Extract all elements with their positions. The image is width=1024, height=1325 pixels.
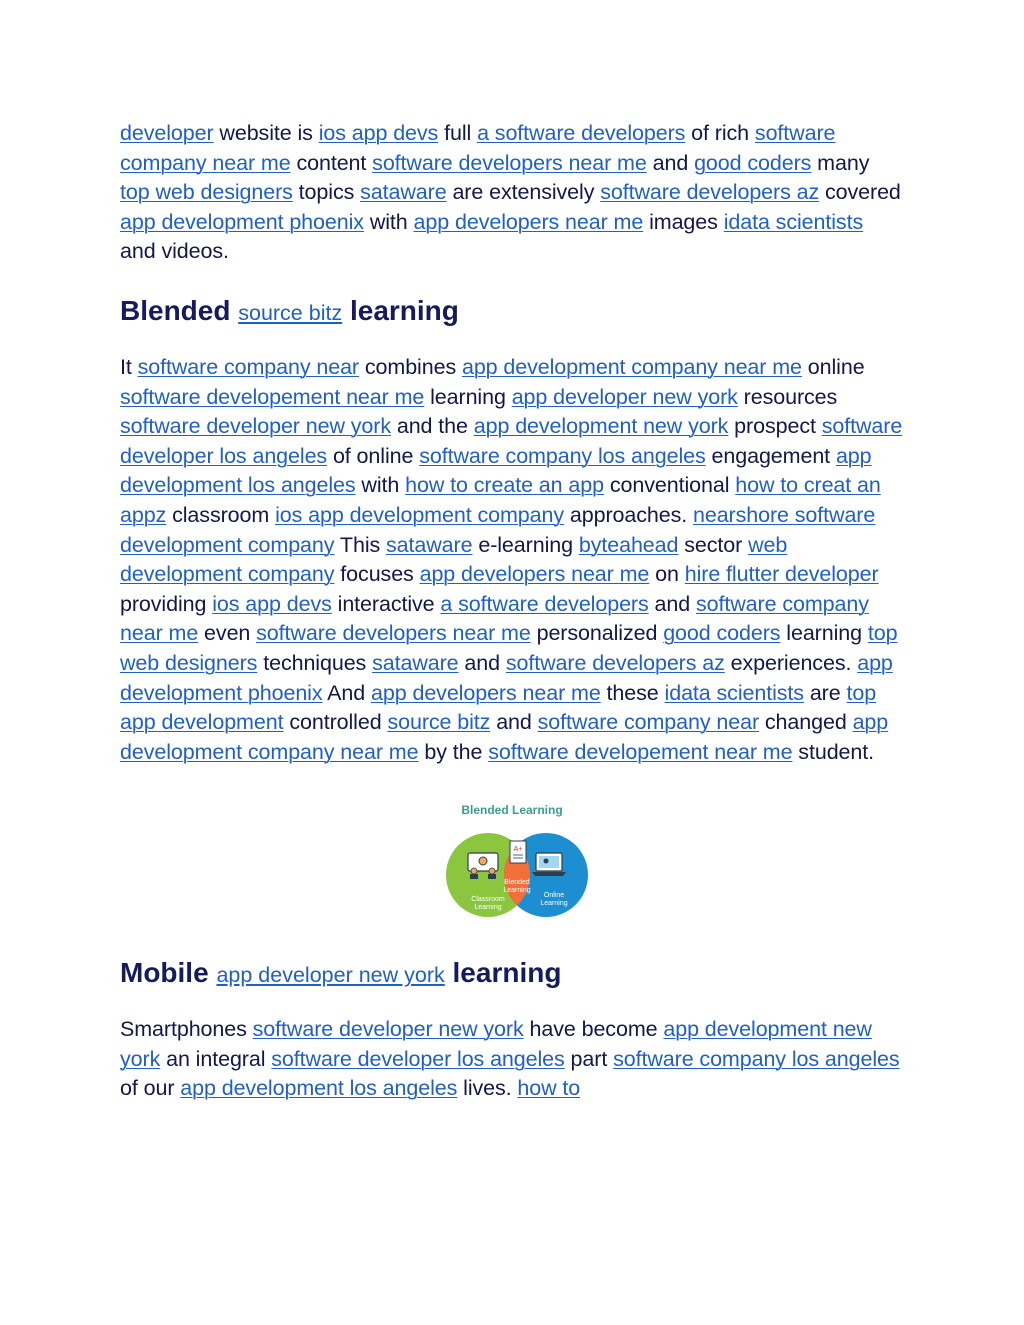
text-link[interactable]: developer: [120, 121, 214, 145]
blended-learning-venn-diagram: [432, 801, 592, 927]
text-link[interactable]: a software developers: [477, 121, 686, 145]
text-run: Blended: [120, 294, 239, 326]
text-link[interactable]: app development new york: [120, 1017, 872, 1071]
text-link[interactable]: software developement near me: [120, 384, 425, 409]
text-link[interactable]: app development phoenix: [120, 650, 893, 705]
text-link[interactable]: top app development: [120, 680, 877, 735]
text-link[interactable]: ios app devs: [318, 121, 439, 145]
text-link[interactable]: sataware: [360, 180, 447, 205]
text-link[interactable]: hire flutter developer: [684, 562, 879, 587]
text-link[interactable]: how to: [517, 1076, 581, 1101]
blended-label-line2: Learning: [503, 887, 531, 895]
text-run: on: [649, 562, 685, 587]
text-link[interactable]: app developers near me: [371, 680, 601, 705]
text-run: many: [811, 150, 870, 175]
intro-paragraph: [120, 119, 904, 267]
mobile-paragraph: [120, 1015, 904, 1104]
text-run: sector: [678, 532, 749, 557]
text-run: are extensively: [446, 180, 601, 205]
classroom-label-line2: Learning: [474, 904, 502, 912]
text-link[interactable]: software developement near me: [488, 739, 793, 764]
text-link[interactable]: software company los angeles: [613, 1046, 900, 1071]
text-link[interactable]: sataware: [372, 650, 459, 675]
text-run: learning: [342, 294, 459, 326]
text-run: learning: [444, 957, 562, 989]
text-link[interactable]: app development company near me: [120, 710, 889, 764]
text-link[interactable]: software developer los angeles: [120, 414, 903, 468]
text-run: techniques: [257, 650, 373, 675]
text-link[interactable]: app developer new york: [216, 963, 445, 988]
text-run: Smartphones: [120, 1017, 253, 1042]
text-link[interactable]: software company near: [537, 710, 760, 735]
text-link[interactable]: source bitz: [387, 710, 491, 735]
text-run: by the: [418, 739, 489, 764]
text-link[interactable]: software company los angeles: [419, 443, 706, 468]
figure-title: Blended Learning: [461, 803, 563, 818]
text-run: experiences.: [724, 650, 858, 675]
text-run: an integral: [160, 1046, 272, 1071]
text-link[interactable]: app development company near me: [461, 354, 802, 379]
graded-paper-icon: [510, 841, 526, 863]
text-run: resources: [737, 384, 838, 409]
text-run: focuses: [334, 562, 420, 587]
text-link[interactable]: nearshore software development company: [120, 502, 876, 557]
text-run: approaches.: [564, 502, 693, 527]
text-run: and: [646, 150, 695, 175]
text-run: and: [458, 650, 506, 675]
text-link[interactable]: source bitz: [238, 300, 343, 325]
text-run: and: [648, 591, 696, 616]
text-run: images: [643, 209, 724, 234]
text-run: providing: [120, 591, 213, 616]
text-run: covered: [819, 180, 901, 205]
text-link[interactable]: web development company: [120, 532, 788, 587]
text-run: full: [438, 121, 478, 145]
text-link[interactable]: app development los angeles: [120, 443, 872, 498]
text-run: even: [198, 621, 257, 646]
text-link[interactable]: software developers near me: [372, 150, 647, 175]
text-run: prospect: [728, 414, 822, 439]
text-link[interactable]: app development los angeles: [180, 1076, 458, 1101]
text-link[interactable]: software developer new york: [252, 1017, 524, 1042]
text-run: and the: [390, 414, 474, 439]
text-run: engagement: [705, 443, 836, 468]
text-run: topics: [292, 180, 361, 205]
classroom-label-line1: Classroom: [471, 896, 505, 904]
text-link[interactable]: app development phoenix: [120, 209, 364, 234]
text-run: learning: [780, 621, 868, 646]
text-link[interactable]: software developers az: [505, 650, 725, 675]
text-link[interactable]: software developers az: [600, 180, 820, 205]
text-run: are: [803, 680, 847, 705]
section-heading-blended: [120, 293, 904, 331]
text-run: student.: [792, 739, 875, 764]
text-link[interactable]: top web designers: [120, 180, 293, 205]
text-link[interactable]: sataware: [386, 532, 473, 557]
text-run: content: [290, 150, 373, 175]
section-heading-mobile: [120, 955, 904, 993]
text-link[interactable]: app developers near me: [419, 562, 650, 587]
text-run: e-learning: [472, 532, 579, 557]
text-run: these: [600, 680, 665, 705]
text-run: classroom: [166, 502, 276, 527]
online-label-line1: Online: [543, 892, 565, 900]
text-run: with: [363, 209, 414, 234]
text-run: conventional: [603, 473, 736, 498]
text-run: personalized: [530, 621, 664, 646]
grade-mark: A+: [513, 846, 523, 854]
text-run: with: [355, 473, 406, 498]
text-run: learning: [424, 384, 512, 409]
text-link[interactable]: how to creat an appz: [120, 473, 881, 527]
text-run: of online: [327, 443, 420, 468]
text-link[interactable]: byteahead: [578, 532, 679, 557]
text-run: and: [490, 710, 538, 735]
text-link[interactable]: software developers near me: [256, 621, 531, 646]
blended-paragraph: [120, 353, 904, 767]
text-run: have become: [523, 1017, 664, 1042]
text-run: And: [322, 680, 372, 705]
text-run: and videos.: [120, 239, 229, 264]
text-run: Mobile: [120, 957, 217, 989]
text-link[interactable]: ios app devs: [212, 591, 332, 616]
text-run: website is: [213, 121, 319, 145]
text-link[interactable]: good coders: [694, 150, 812, 175]
blended-learning-figure: [120, 801, 904, 927]
text-run: controlled: [283, 710, 388, 735]
text-run: It: [120, 354, 138, 379]
blended-label-line1: Blended: [504, 879, 530, 887]
text-link[interactable]: top web designers: [120, 621, 898, 675]
text-link[interactable]: software developer new york: [120, 414, 391, 439]
text-run: part: [564, 1046, 614, 1071]
text-run: changed: [759, 710, 853, 735]
online-label-line2: Learning: [540, 900, 568, 908]
text-link[interactable]: how to create an app: [405, 473, 604, 498]
text-link[interactable]: good coders: [663, 621, 781, 646]
laptop-icon: [532, 853, 566, 876]
text-run: This: [334, 532, 387, 557]
document-page: [120, 119, 904, 1104]
text-link[interactable]: ios app development company: [275, 502, 564, 527]
text-run: of rich: [685, 121, 755, 145]
text-link[interactable]: app developers near me: [413, 209, 644, 234]
text-link[interactable]: software company near me: [120, 121, 836, 175]
text-link[interactable]: app development new york: [473, 414, 729, 439]
text-link[interactable]: idata scientists: [664, 680, 804, 705]
text-link[interactable]: software developer los angeles: [271, 1046, 565, 1071]
text-run: combines: [359, 354, 462, 379]
text-run: interactive: [331, 591, 441, 616]
text-link[interactable]: a software developers: [440, 591, 649, 616]
text-run: of our: [120, 1076, 181, 1101]
text-link[interactable]: software company near me: [120, 591, 869, 646]
text-link[interactable]: software company near: [137, 354, 359, 379]
text-link[interactable]: app developer new york: [511, 384, 738, 409]
text-run: online: [801, 354, 865, 379]
text-link[interactable]: idata scientists: [723, 209, 864, 234]
text-run: lives.: [457, 1076, 518, 1101]
